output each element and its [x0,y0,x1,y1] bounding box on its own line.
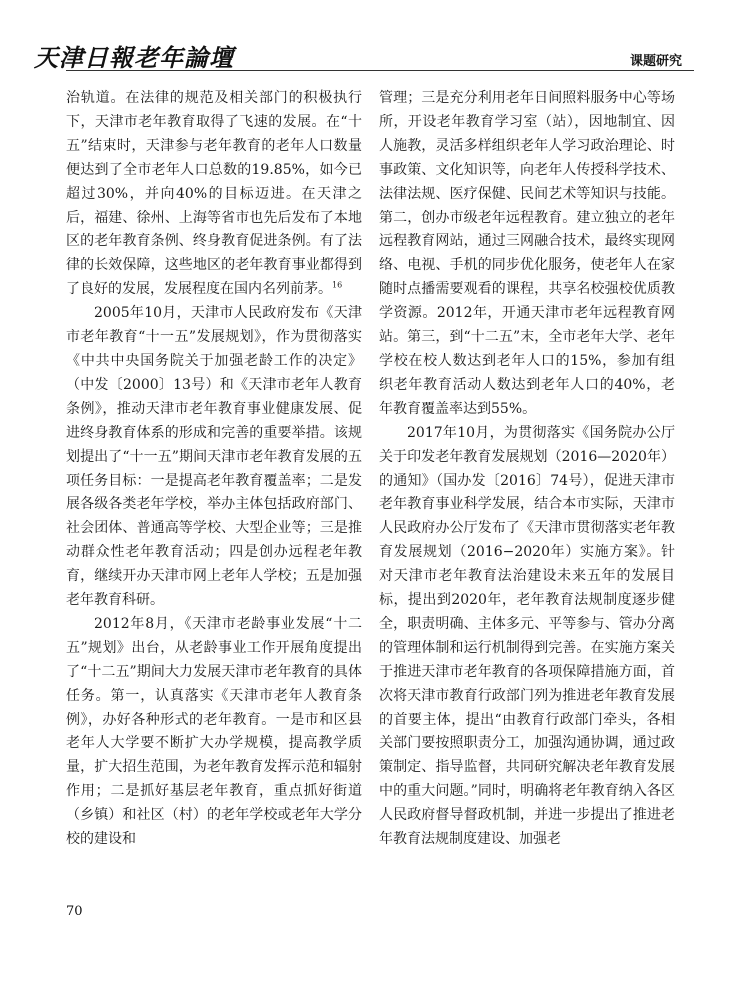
paragraph: 管理；三是充分利用老年日间照料服务中心等场所，开设老年教育学习室（站），因地制宜、因人施教，灵活多样组织老年人学习政治理论、时事政策、文化知识等，向老年人传授科学技术、法律法规、医疗保健、民间艺术等知识与技能。第二，创办市级老年远程教育。建立独立的老年远程教育网站，通过三网融合技术，最终实现网络、电视、手机的同步优化服务，使老年人在家随时点播需要观看的课程，共享名校强校优质教学资源。2012年，开通天津市老年远程教育网站。第三，到“十二五”末，全市老年大学、老年学校在校人数达到老年人口的15%，参加有组织老年教育活动人数达到老年人口的40%，老年教育覆盖率达到55%。 [379,90,675,417]
page-number: 70 [66,904,83,919]
page-header [0,0,730,76]
paragraph: 2012年8月，《天津市老龄事业发展“十二五”规划》出台，从老龄事业工作开展角度提出了“十二五”期间大力发展天津市老年教育的具体任务。第一，认真落实《天津市老年人教育条例》，办好各种形式的老年教育。一是市和区县老年人大学要不断扩大办学规模，提高教学质量，扩大招生范围，为老年教育发挥示范和辐射作用；二是抓好基层老年教育，重点抓好街道（乡镇）和社区（村）的老年学校或老年大学分校的建设和 [66,615,362,848]
paragraph [66,87,362,302]
left-column [66,87,362,852]
reference-marker: 16 [332,280,343,290]
publication-logo: 天津日報老年論壇 [34,43,234,72]
paragraph-text: 治轨道。在法律的规范及相关部门的积极执行下，天津市老年教育取得了飞速的发展。在“十五”结束时，天津参与老年教育的老年人口数量便达到了全市老年人口总数的19.85%，如今已超过30%，并向40%的目标迈进。在天津之后，福建、徐州、上海等省市也先后发布了本地区的老年教育条例、终身教育促进条例。有了法律的长效保障，这些地区的老年教育事业都得到了良好的发展，发展程度在国内名列前茅。 [66,90,362,298]
paragraph: 2017年10月，为贯彻落实《国务院办公厅关于印发老年教育发展规划（2016—2020年）的通知》（国办发〔2016〕74号），促进天津市老年教育事业科学发展，结合本市实际，天津市人民政府办公厅发布了《天津市贯彻落实老年教育发展规划（2016−2020年）实施方案》。针对天津市老年教育法治建设未来五年的发展目标，提出到2020年，老年教育法规制度逐步健全，职责明确、主体多元、平等参与、管办分离的管理体制和运行机制得到完善。在实施方案关于推进天津市老年教育的各项保障措施方面，首次将天津市教育行政部门列为推进老年教育发展的首要主体，提出“由教育行政部门牵头，各相关部门要按照职责分工，加强沟通协调，通过政策制定、指导监督，共同研究解决老年教育发展中的重大问题。”同时，明确将老年教育纳入各区人民政府督导督政机制，并进一步提出了推进老年教育法规制度建设、加强老 [379,424,675,848]
section-label: 课题研究 [629,54,682,69]
right-column [379,87,675,852]
paragraph: 2005年10月，天津市人民政府发布《天津市老年教育“十一五”发展规划》，作为贯彻落实《中共中央国务院关于加强老龄工作的决定》（中发〔2000〕13号）和《天津市老年人教育条例》，推动天津市老年教育事业健康发展、促进终身教育体系的形成和完善的重要举措。该规划提出了“十一五”期间天津市老年教育发展的五项任务目标：一是提高老年教育覆盖率；二是发展各级各类老年学校，举办主体包括政府部门、社会团体、普通高等学校、大型企业等；三是推动群众性老年教育活动；四是创办远程老年教育，继续开办天津市网上老年人学校；五是加强老年教育科研。 [66,305,362,609]
header-rule [66,70,694,71]
